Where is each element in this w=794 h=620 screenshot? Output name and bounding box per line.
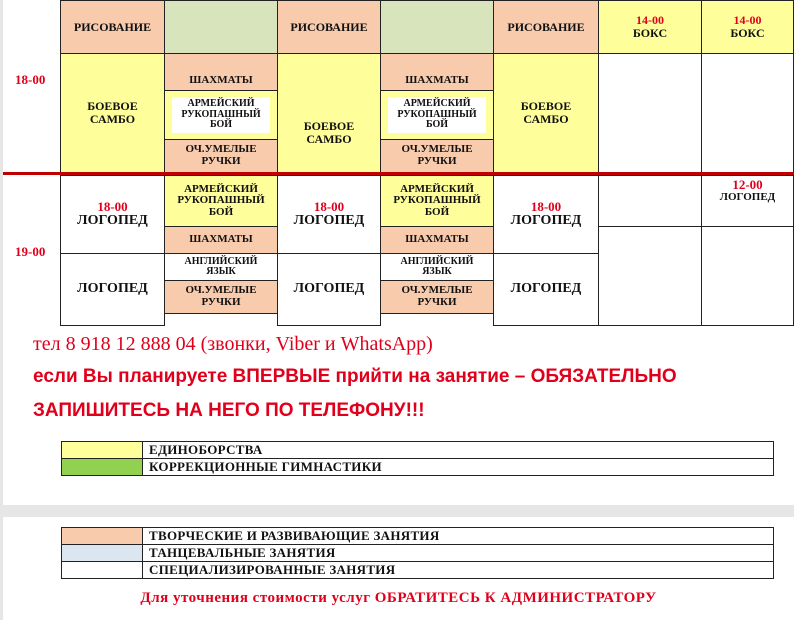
cell-empty-col7 — [701, 53, 794, 173]
time-separator-line — [3, 172, 794, 175]
cell-empty-col6-19 — [598, 175, 702, 227]
legend-swatch — [62, 545, 143, 562]
legend-label: СПЕЦИАЛИЗИРОВАННЫЕ ЗАНЯТИЯ — [143, 562, 774, 579]
cell-speech-col1-b — [60, 253, 165, 326]
legend-row — [62, 442, 774, 459]
cell-text: ШАХМАТЫ — [405, 233, 469, 246]
cell-empty-col6-b — [598, 226, 702, 326]
cell-empty-green-col2 — [164, 0, 278, 54]
cell-time: 14-00 — [733, 13, 762, 28]
cell-sambo-col3 — [277, 53, 381, 173]
cell-empty-green-col4 — [380, 0, 494, 54]
cell-speech-col5-b — [493, 253, 599, 326]
legend-label: ЕДИНОБОРСТВА — [143, 442, 774, 459]
cell-empty-col6 — [598, 53, 702, 173]
legend-label: ТВОРЧЕСКИЕ И РАЗВИВАЮЩИЕ ЗАНЯТИЯ — [143, 528, 774, 545]
cell-time: 18-00 — [97, 199, 128, 215]
signup-notice: ЗАПИШИТЕСЬ НА НЕГО ПО ТЕЛЕФОНУ!!! — [33, 400, 425, 421]
legend-table-1 — [61, 441, 774, 476]
cell-speech-col7 — [701, 175, 794, 227]
cell-boxing-col7 — [701, 0, 794, 54]
cell-speech-col3-b — [277, 253, 381, 326]
legend-row — [62, 459, 774, 476]
cell-time: 18-00 — [313, 199, 345, 215]
pricing-footer-note: Для уточнения стоимости услуг ОБРАТИТЕСЬ К АДМИНИСТРАТОРУ — [140, 590, 657, 606]
cell-text: БОКС — [730, 26, 765, 40]
cell-text: АРМЕЙСКИЙ РУКОПАШНЫЙ БОЙ — [177, 182, 265, 218]
first-visit-notice: если Вы планируете ВПЕРВЫЕ прийти на занятие – ОБЯЗАТЕЛЬНО — [33, 366, 677, 387]
cell-text: БОЕВОЕ САМБО — [303, 119, 355, 146]
cell-text: ЛОГОПЕД — [719, 190, 776, 203]
cell-text: АРМЕЙСКИЙ РУКОПАШНЫЙ БОЙ — [172, 97, 270, 133]
cell-drawing-col1 — [60, 0, 165, 54]
cell-skillful-hands-col2 — [164, 139, 278, 173]
legend-swatch — [62, 442, 143, 459]
legend-label: ТАНЦЕВАЛЬНЫЕ ЗАНЯТИЯ — [143, 545, 774, 562]
cell-text: ОЧ.УМЕЛЫЕ РУЧКИ — [401, 143, 473, 167]
cell-sambo-col5 — [493, 53, 599, 173]
cell-speech-col1 — [60, 175, 165, 254]
cell-army-fight-col4-19 — [380, 175, 494, 227]
cell-chess-col4 — [380, 53, 494, 91]
cell-text: ШАХМАТЫ — [189, 233, 253, 246]
cell-text: РИСОВАНИЕ — [507, 19, 585, 34]
legend-swatch — [62, 562, 143, 579]
cell-army-fight-col4 — [380, 90, 494, 140]
schedule-page — [3, 0, 794, 505]
time-label-18: 18-00 — [15, 72, 46, 87]
cell-text: ОЧ.УМЕЛЫЕ РУЧКИ — [185, 284, 257, 308]
cell-english-col4 — [380, 253, 494, 281]
cell-text: ОЧ.УМЕЛЫЕ РУЧКИ — [401, 284, 473, 308]
cell-text: ЛОГОПЕД — [293, 281, 365, 297]
cell-text: ШАХМАТЫ — [189, 74, 253, 87]
cell-chess-col2 — [164, 53, 278, 91]
legend-table-2 — [61, 527, 774, 579]
cell-text: ЛОГОПЕД — [77, 212, 148, 228]
time-label-19: 19-00 — [15, 244, 46, 259]
cell-text: АРМЕЙСКИЙ РУКОПАШНЫЙ БОЙ — [393, 182, 481, 218]
cell-sambo-col1 — [60, 53, 165, 173]
cell-text: ШАХМАТЫ — [405, 74, 469, 87]
cell-text: РИСОВАНИЕ — [73, 19, 152, 34]
cell-empty-col7-b — [701, 226, 794, 326]
cell-speech-col5 — [493, 175, 599, 254]
cell-text: РИСОВАНИЕ — [290, 19, 368, 34]
cell-text: БОКС — [632, 26, 668, 40]
cell-text: АНГЛИЙСКИЙ ЯЗЫК — [400, 255, 474, 277]
cell-text: АНГЛИЙСКИЙ ЯЗЫК — [184, 255, 258, 277]
cell-drawing-col5 — [493, 0, 599, 54]
cell-time: 12-00 — [732, 177, 763, 192]
cell-army-fight-col2 — [164, 90, 278, 140]
cell-speech-col3 — [277, 175, 381, 254]
phone-notice: тел 8 918 12 888 04 (звонки, Viber и WhatsApp) — [33, 333, 433, 355]
cell-text: БОЕВОЕ САМБО — [87, 99, 138, 126]
cell-chess-col2-19 — [164, 226, 278, 254]
legend-swatch — [62, 528, 143, 545]
cell-time: 14-00 — [636, 13, 664, 28]
cell-text: ЛОГОПЕД — [293, 212, 365, 228]
cell-text: ЛОГОПЕД — [510, 212, 582, 228]
cell-text: АРМЕЙСКИЙ РУКОПАШНЫЙ БОЙ — [388, 97, 486, 133]
cell-text: ЛОГОПЕД — [77, 281, 148, 297]
cell-skillful-hands-col4 — [380, 139, 494, 173]
legend-row — [62, 528, 774, 545]
cell-chess-col4-19 — [380, 226, 494, 254]
cell-skillful-hands-col2-b — [164, 280, 278, 314]
legend-label: КОРРЕКЦИОННЫЕ ГИМНАСТИКИ — [143, 459, 774, 476]
cell-english-col2 — [164, 253, 278, 281]
cell-boxing-col6 — [598, 0, 702, 54]
legend-row — [62, 562, 774, 579]
legend-row — [62, 545, 774, 562]
legend-swatch — [62, 459, 143, 476]
cell-text: ОЧ.УМЕЛЫЕ РУЧКИ — [185, 143, 257, 167]
cell-text: ЛОГОПЕД — [510, 281, 582, 297]
cell-time: 18-00 — [530, 199, 562, 215]
cell-army-fight-col2-19 — [164, 175, 278, 227]
cell-skillful-hands-col4-b — [380, 280, 494, 314]
cell-drawing-col3 — [277, 0, 381, 54]
schedule-page-2 — [3, 517, 794, 620]
cell-text: БОЕВОЕ САМБО — [520, 99, 572, 126]
